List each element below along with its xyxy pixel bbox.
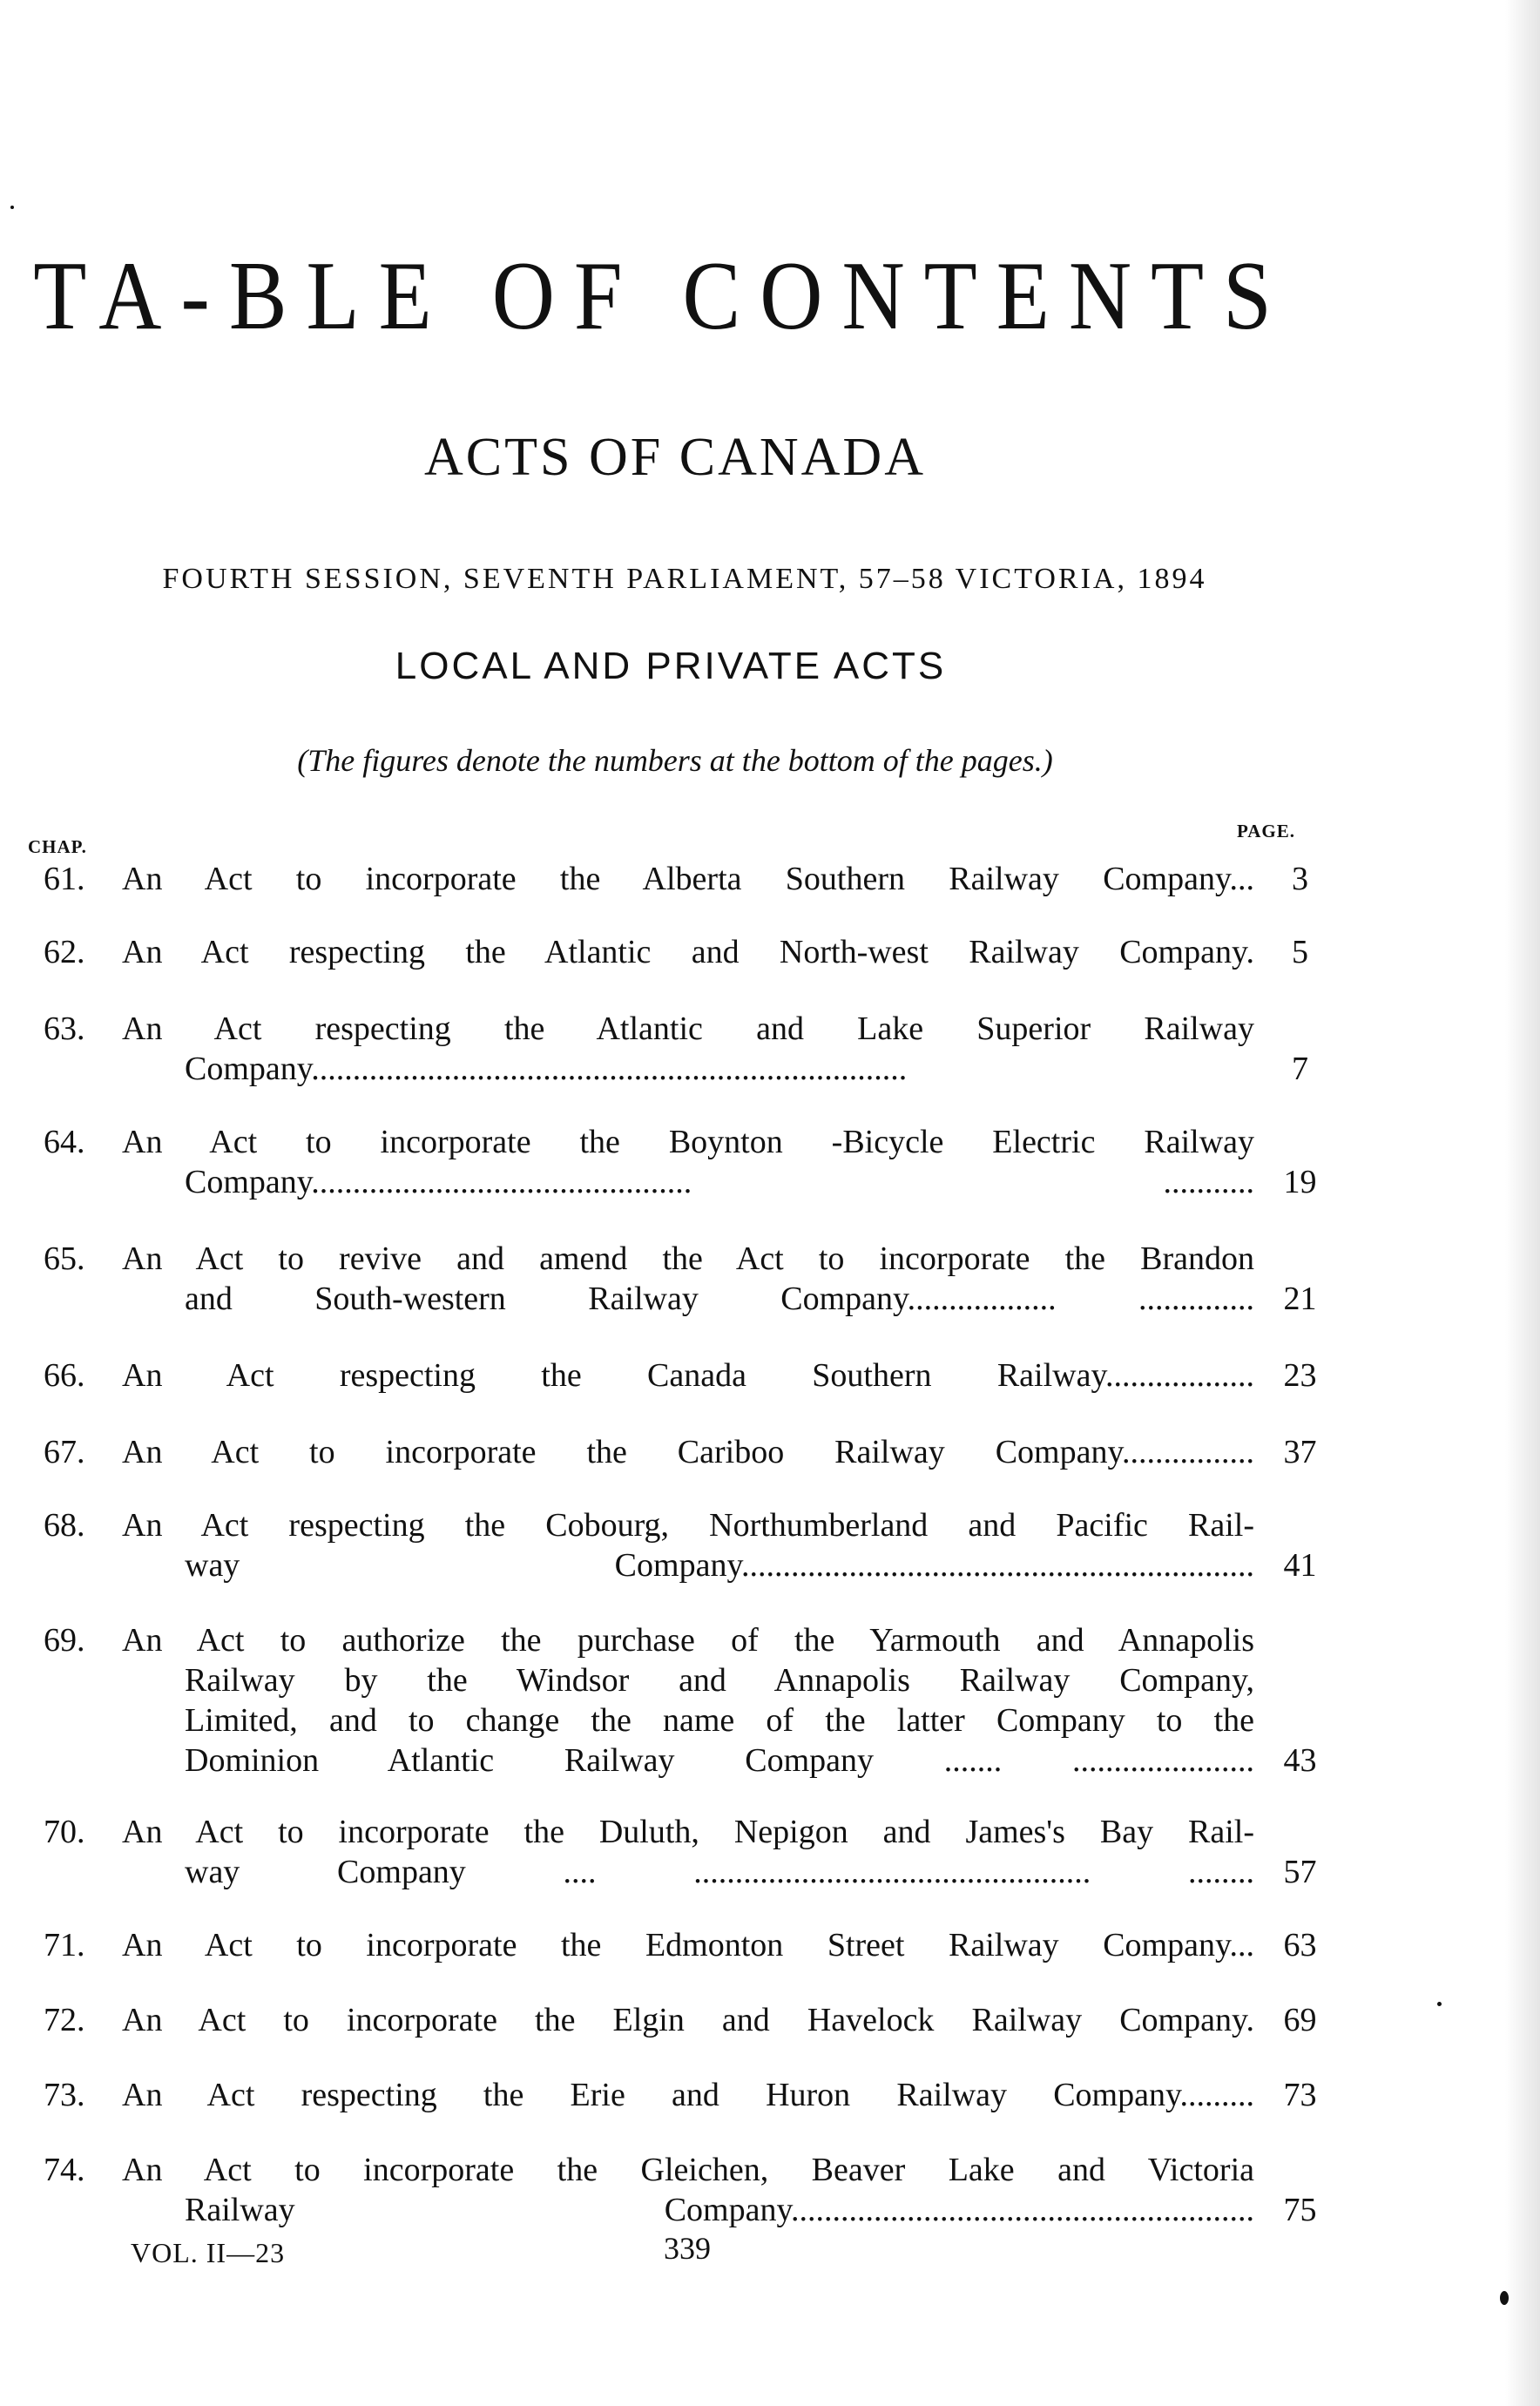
entry-title-line: way Company .... ................................................ ........ bbox=[185, 1854, 1254, 1890]
session-line: FOURTH SESSION, SEVENTH PARLIAMENT, 57–58 VICTORIA, 1894 bbox=[162, 563, 1207, 595]
entry-page-number: 63 bbox=[1283, 1927, 1317, 1963]
entry-title-line: Dominion Atlantic Railway Company ....... ...................... bbox=[185, 1742, 1254, 1779]
entry-title bbox=[122, 2075, 1254, 2115]
entry-title-line: Limited, and to change the name of the latter Company to the bbox=[185, 1702, 1254, 1739]
entry-page-number: 57 bbox=[1283, 1854, 1317, 1890]
entry-page-number: 19 bbox=[1283, 1164, 1317, 1200]
entry-title-line: An Act respecting the Atlantic and Lake Superior Railway bbox=[122, 1010, 1254, 1047]
entry-title bbox=[122, 1925, 1254, 1965]
entry-title-line: An Act to incorporate the Duluth, Nepigon and James's Bay Rail- bbox=[122, 1814, 1254, 1850]
entry-title-line: An Act to authorize the purchase of the Yarmouth and Annapolis bbox=[122, 1622, 1254, 1659]
chapter-number: 71. bbox=[44, 1927, 85, 1963]
page-column-header: PAGE. bbox=[1237, 821, 1296, 841]
entry-title-line: An Act to incorporate the Gleichen, Beaver Lake and Victoria bbox=[122, 2152, 1254, 2188]
entry-title bbox=[122, 2150, 1254, 2230]
section-heading: LOCAL AND PRIVATE ACTS bbox=[395, 645, 947, 687]
entry-page-number: 37 bbox=[1283, 1434, 1317, 1470]
entry-title-line: way Company.............................................................. bbox=[185, 1547, 1254, 1584]
entry-page-number: 21 bbox=[1283, 1281, 1317, 1317]
page-edge-shadow bbox=[1505, 0, 1540, 2406]
entry-page-number: 7 bbox=[1292, 1051, 1308, 1087]
entry-page-number: 3 bbox=[1292, 861, 1308, 897]
page-subtitle: ACTS OF CANADA bbox=[424, 428, 926, 487]
chapter-number: 72. bbox=[44, 2002, 85, 2038]
entry-title-line: and South-western Railway Company.................. .............. bbox=[185, 1281, 1254, 1317]
page-title: TA-BLE OF CONTENTS bbox=[33, 241, 1291, 350]
chapter-number: 73. bbox=[44, 2077, 85, 2113]
entry-page-number: 69 bbox=[1283, 2002, 1317, 2038]
chapter-number: 64. bbox=[44, 1124, 85, 1160]
chapter-number: 63. bbox=[44, 1010, 85, 1047]
chapter-number: 61. bbox=[44, 861, 85, 897]
chapter-column-header: CHAP. bbox=[28, 836, 87, 857]
entry-title-line: An Act to incorporate the Edmonton Street Railway Company... bbox=[122, 1927, 1254, 1963]
ink-speck bbox=[1437, 2002, 1442, 2006]
page-number: 339 bbox=[664, 2231, 711, 2266]
entry-title bbox=[122, 1505, 1254, 1585]
volume-signature: VOL. II—23 bbox=[131, 2237, 286, 2268]
chapter-number: 67. bbox=[44, 1434, 85, 1470]
entry-title bbox=[122, 2000, 1254, 2040]
entry-page-number: 41 bbox=[1283, 1547, 1317, 1584]
entry-title-line: An Act to revive and amend the Act to incorporate the Brandon bbox=[122, 1240, 1254, 1277]
chapter-number: 62. bbox=[44, 934, 85, 970]
entry-page-number: 23 bbox=[1283, 1357, 1317, 1394]
entry-title-line: An Act respecting the Erie and Huron Railway Company......... bbox=[122, 2077, 1254, 2113]
entry-title bbox=[122, 1122, 1254, 1202]
entry-title bbox=[122, 1355, 1254, 1396]
entry-page-number: 5 bbox=[1292, 934, 1308, 970]
entry-title-line: Company.............................................. ........... bbox=[185, 1164, 1254, 1200]
ink-speck bbox=[1500, 2291, 1509, 2305]
chapter-number: 66. bbox=[44, 1357, 85, 1394]
entry-title bbox=[122, 932, 1254, 972]
entry-title-line: An Act respecting the Atlantic and North-west Railway Company. bbox=[122, 934, 1254, 970]
entry-title-line: An Act to incorporate the Cariboo Railway Company................ bbox=[122, 1434, 1254, 1470]
entry-title-line: An Act to incorporate the Alberta Southern Railway Company... bbox=[122, 861, 1254, 897]
chapter-number: 65. bbox=[44, 1240, 85, 1277]
chapter-number: 69. bbox=[44, 1622, 85, 1659]
figures-note: (The figures denote the numbers at the bottom of the pages.) bbox=[297, 743, 1053, 778]
entry-title-line: An Act to incorporate the Boynton -Bicycle Electric Railway bbox=[122, 1124, 1254, 1160]
entry-page-number: 75 bbox=[1283, 2192, 1317, 2228]
entry-title bbox=[122, 1432, 1254, 1472]
entry-title-line: An Act respecting the Canada Southern Railway.................. bbox=[122, 1357, 1254, 1394]
entry-title-line: Company........................................................................ bbox=[185, 1051, 908, 1087]
entry-title bbox=[122, 1239, 1254, 1319]
chapter-number: 74. bbox=[44, 2152, 85, 2188]
entry-title-line: Railway by the Windsor and Annapolis Railway Company, bbox=[185, 1662, 1254, 1699]
ink-speck bbox=[10, 206, 14, 209]
entry-title bbox=[122, 1009, 1254, 1089]
entry-title bbox=[122, 1812, 1254, 1892]
chapter-number: 70. bbox=[44, 1814, 85, 1850]
chapter-number: 68. bbox=[44, 1507, 85, 1544]
entry-title-line: An Act to incorporate the Elgin and Havelock Railway Company. bbox=[122, 2002, 1254, 2038]
entry-title-line: Railway Company........................................................ bbox=[185, 2192, 1254, 2228]
entry-title bbox=[122, 859, 1254, 899]
entry-page-number: 43 bbox=[1283, 1742, 1317, 1779]
entry-page-number: 73 bbox=[1283, 2077, 1317, 2113]
entry-title bbox=[122, 1620, 1254, 1781]
entry-title-line: An Act respecting the Cobourg, Northumberland and Pacific Rail- bbox=[122, 1507, 1254, 1544]
